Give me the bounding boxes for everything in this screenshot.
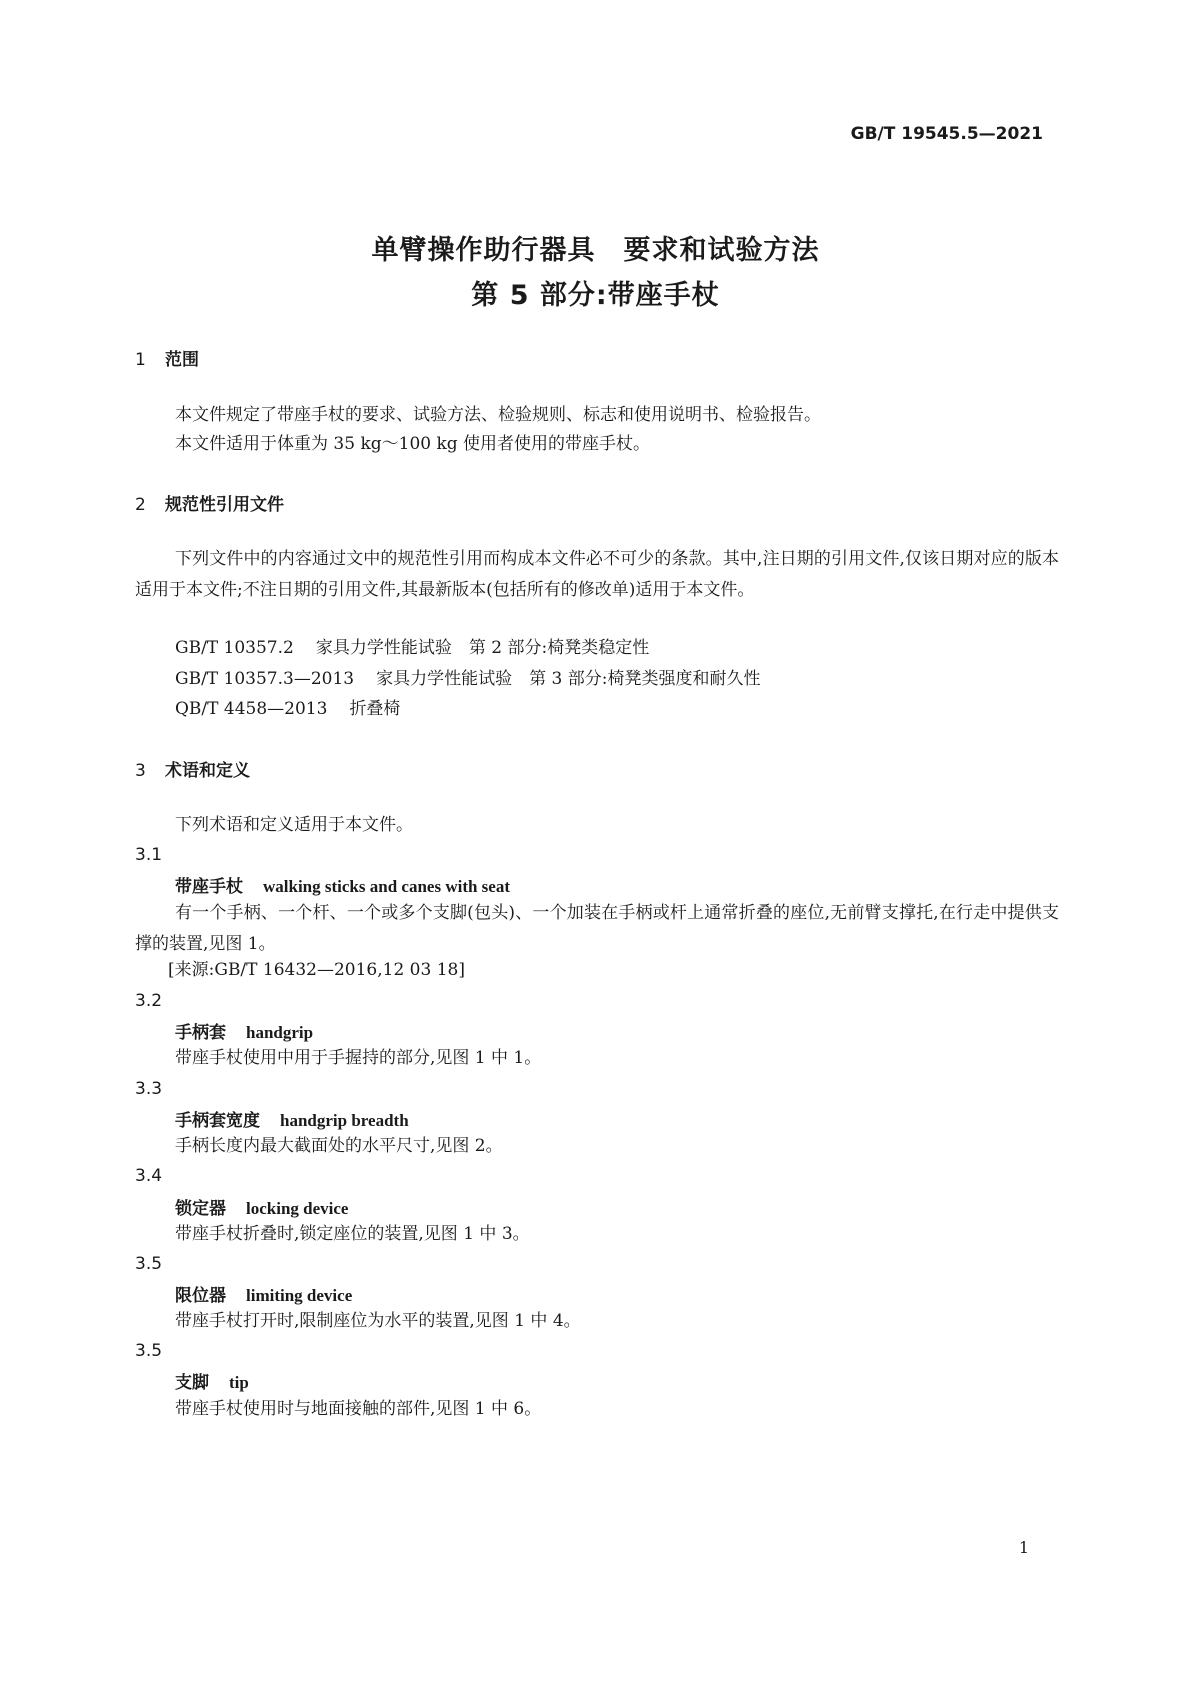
section-number: 2 xyxy=(135,495,146,515)
term-zh: 手柄套 xyxy=(175,1023,226,1043)
reference-item xyxy=(175,694,400,725)
section-heading-1 xyxy=(135,345,199,370)
paragraph: 本文件适用于体重为 35 kg～100 kg 使用者使用的带座手杖。 xyxy=(175,434,651,454)
term-zh: 锁定器 xyxy=(175,1199,226,1219)
term-number: 3.4 xyxy=(135,1166,163,1186)
page-number: 1 xyxy=(1018,1538,1029,1557)
reference-code: GB/T 10357.2 xyxy=(175,638,294,658)
section-number: 3 xyxy=(135,761,146,781)
reference-item xyxy=(175,633,649,664)
term-en: limiting device xyxy=(246,1286,353,1305)
term-number: 3.3 xyxy=(135,1079,163,1099)
term-definition: 带座手杖使用时与地面接触的部件,见图 1 中 6。 xyxy=(175,1399,542,1419)
section-title: 规范性引用文件 xyxy=(165,495,284,515)
term-en: walking sticks and canes with seat xyxy=(263,877,511,896)
term-number: 3.2 xyxy=(135,991,163,1011)
standard-number: GB/T 19545.5—2021 xyxy=(850,124,1043,144)
term-source: [来源:GB/T 16432—2016,12 03 18] xyxy=(168,960,465,980)
paragraph: 下列文件中的内容通过文中的规范性引用而构成本文件必不可少的条款。其中,注日期的引用文件,仅该日期对应的版本适用于本文件;不注日期的引用文件,其最新版本(包括所有的修改单)适用于本文件。 xyxy=(135,549,1059,600)
term-en: handgrip xyxy=(246,1023,314,1042)
document-subtitle: 第 5 部分:带座手杖 xyxy=(471,280,720,311)
reference-title: 家具力学性能试验 第 3 部分:椅凳类强度和耐久性 xyxy=(376,669,761,689)
term-zh: 限位器 xyxy=(175,1286,226,1306)
term-title xyxy=(175,1018,313,1043)
term-number: 3.1 xyxy=(135,845,163,865)
term-en: tip xyxy=(229,1373,249,1392)
term-zh: 手柄套宽度 xyxy=(175,1111,260,1131)
term-en: handgrip breadth xyxy=(280,1111,409,1130)
document-title: 单臂操作助行器具 要求和试验方法 xyxy=(371,235,820,266)
term-en: locking device xyxy=(246,1199,349,1218)
term-title xyxy=(175,872,510,897)
paragraph: 下列术语和定义适用于本文件。 xyxy=(175,815,413,835)
section-title: 范围 xyxy=(165,350,199,370)
section-heading-2 xyxy=(135,490,284,515)
term-definition: 手柄长度内最大截面处的水平尺寸,见图 2。 xyxy=(175,1136,503,1156)
term-definition: 有一个手柄、一个杆、一个或多个支脚(包头)、一个加装在手柄或杆上通常折叠的座位,无前臂支撑托,在行走中提供支撑的装置,见图 1。 xyxy=(135,903,1059,954)
section-number: 1 xyxy=(135,350,146,370)
reference-title: 折叠椅 xyxy=(349,699,401,719)
section-heading-3 xyxy=(135,756,250,781)
term-title xyxy=(175,1106,409,1131)
reference-code: GB/T 10357.3—2013 xyxy=(175,669,355,689)
term-number: 3.5 xyxy=(135,1254,163,1274)
term-definition: 带座手杖打开时,限制座位为水平的装置,见图 1 中 4。 xyxy=(175,1311,581,1331)
term-definition: 带座手杖使用中用于手握持的部分,见图 1 中 1。 xyxy=(175,1048,542,1068)
reference-title: 家具力学性能试验 第 2 部分:椅凳类稳定性 xyxy=(315,638,650,658)
term-title xyxy=(175,1368,249,1393)
term-definition: 带座手杖折叠时,锁定座位的装置,见图 1 中 3。 xyxy=(175,1224,530,1244)
term-title xyxy=(175,1194,348,1219)
section-title: 术语和定义 xyxy=(165,761,250,781)
term-number: 3.5 xyxy=(135,1341,163,1361)
reference-item xyxy=(175,664,760,695)
term-title xyxy=(175,1281,352,1306)
term-zh: 带座手杖 xyxy=(175,877,243,897)
reference-code: QB/T 4458—2013 xyxy=(175,699,328,719)
term-zh: 支脚 xyxy=(175,1373,209,1393)
paragraph: 本文件规定了带座手杖的要求、试验方法、检验规则、标志和使用说明书、检验报告。 xyxy=(175,405,821,425)
